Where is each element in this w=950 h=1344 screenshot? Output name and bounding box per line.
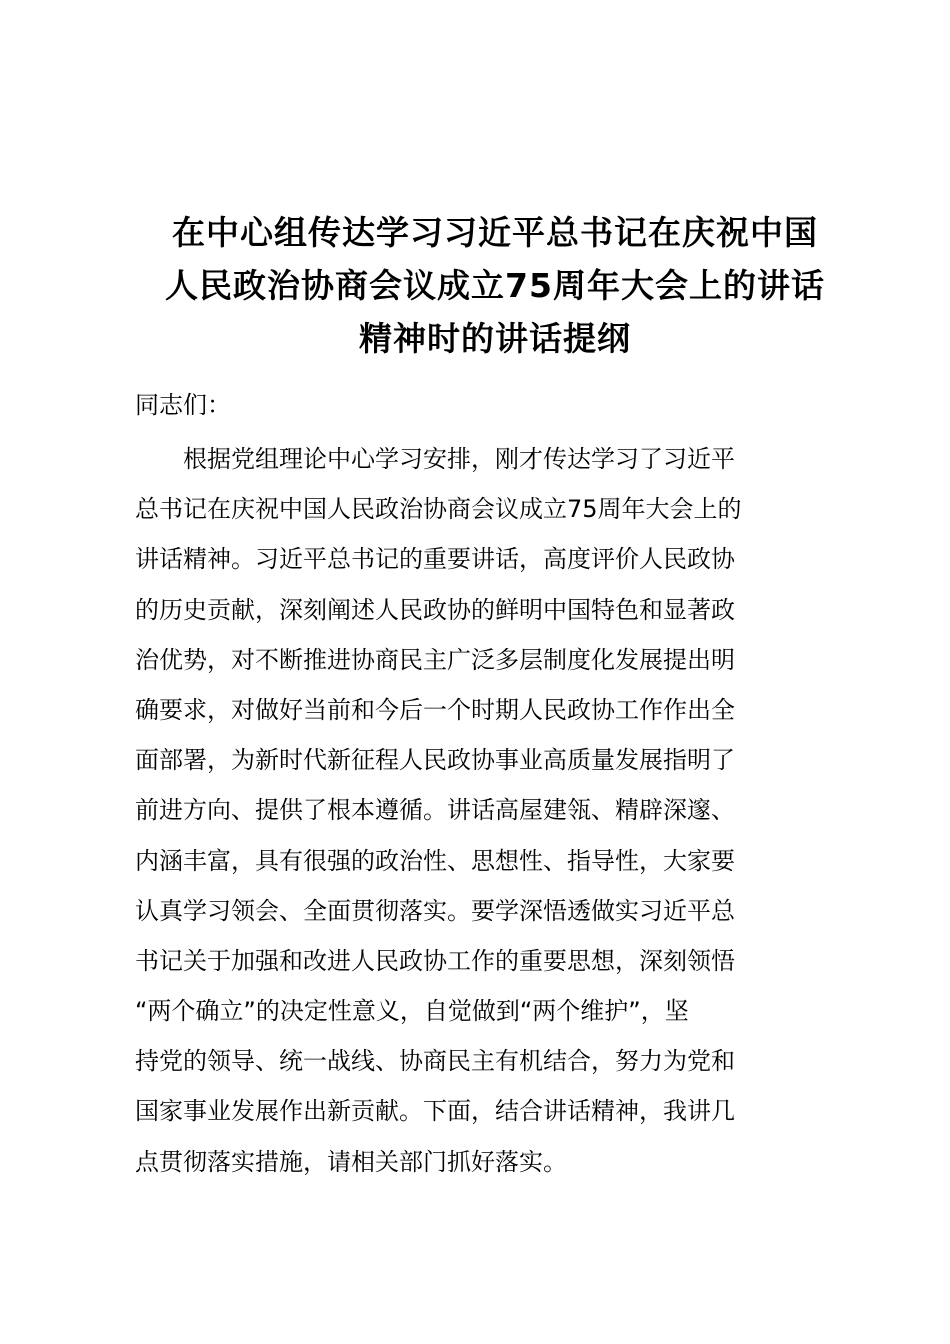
paragraph-line: 总书记在庆祝中国人民政治协商会议成立75周年大会上的 [135,495,742,524]
paragraph-line: 面部署，为新时代新征程人民政协事业高质量发展指明了 [135,746,735,775]
body-paragraph [135,434,855,1187]
paragraph-line: 认真学习领会、全面贯彻落实。要学深悟透做实习近平总 [135,896,735,925]
document-title [120,206,870,365]
title-line: 人民政治协商会议成立75周年大会上的讲话 [165,266,825,305]
paragraph-line: 的历史贡献，深刻阐述人民政协的鲜明中国特色和显著政 [135,595,735,624]
paragraph-line: “两个确立”的决定性意义，自觉做到“两个维护”，坚 [135,997,689,1026]
salutation: 同志们： [135,391,231,419]
paragraph-line: 讲话精神。习近平总书记的重要讲话，高度评价人民政协 [135,545,735,574]
paragraph-line: 前进方向、提供了根本遵循。讲话高屋建瓴、精辟深邃、 [135,796,735,825]
paragraph-line: 根据党组理论中心学习安排，刚才传达学习了习近平 [183,445,735,473]
title-line: 在中心组传达学习习近平总书记在庆祝中国 [172,213,818,252]
paragraph-line: 治优势，对不断推进协商民主广泛多层制度化发展提出明 [135,645,735,674]
paragraph-line: 持党的领导、统一战线、协商民主有机结合，努力为党和 [135,1047,735,1076]
paragraph-line: 国家事业发展作出新贡献。下面，结合讲话精神，我讲几 [135,1097,735,1126]
paragraph-line: 内涵丰富，具有很强的政治性、思想性、指导性，大家要 [135,846,735,875]
paragraph-line: 书记关于加强和改进人民政协工作的重要思想，深刻领悟 [135,946,735,975]
paragraph-line: 确要求，对做好当前和今后一个时期人民政协工作作出全 [135,695,735,724]
paragraph-line: 点贯彻落实措施，请相关部门抓好落实。 [135,1147,567,1176]
title-line: 精神时的讲话提纲 [359,319,631,358]
